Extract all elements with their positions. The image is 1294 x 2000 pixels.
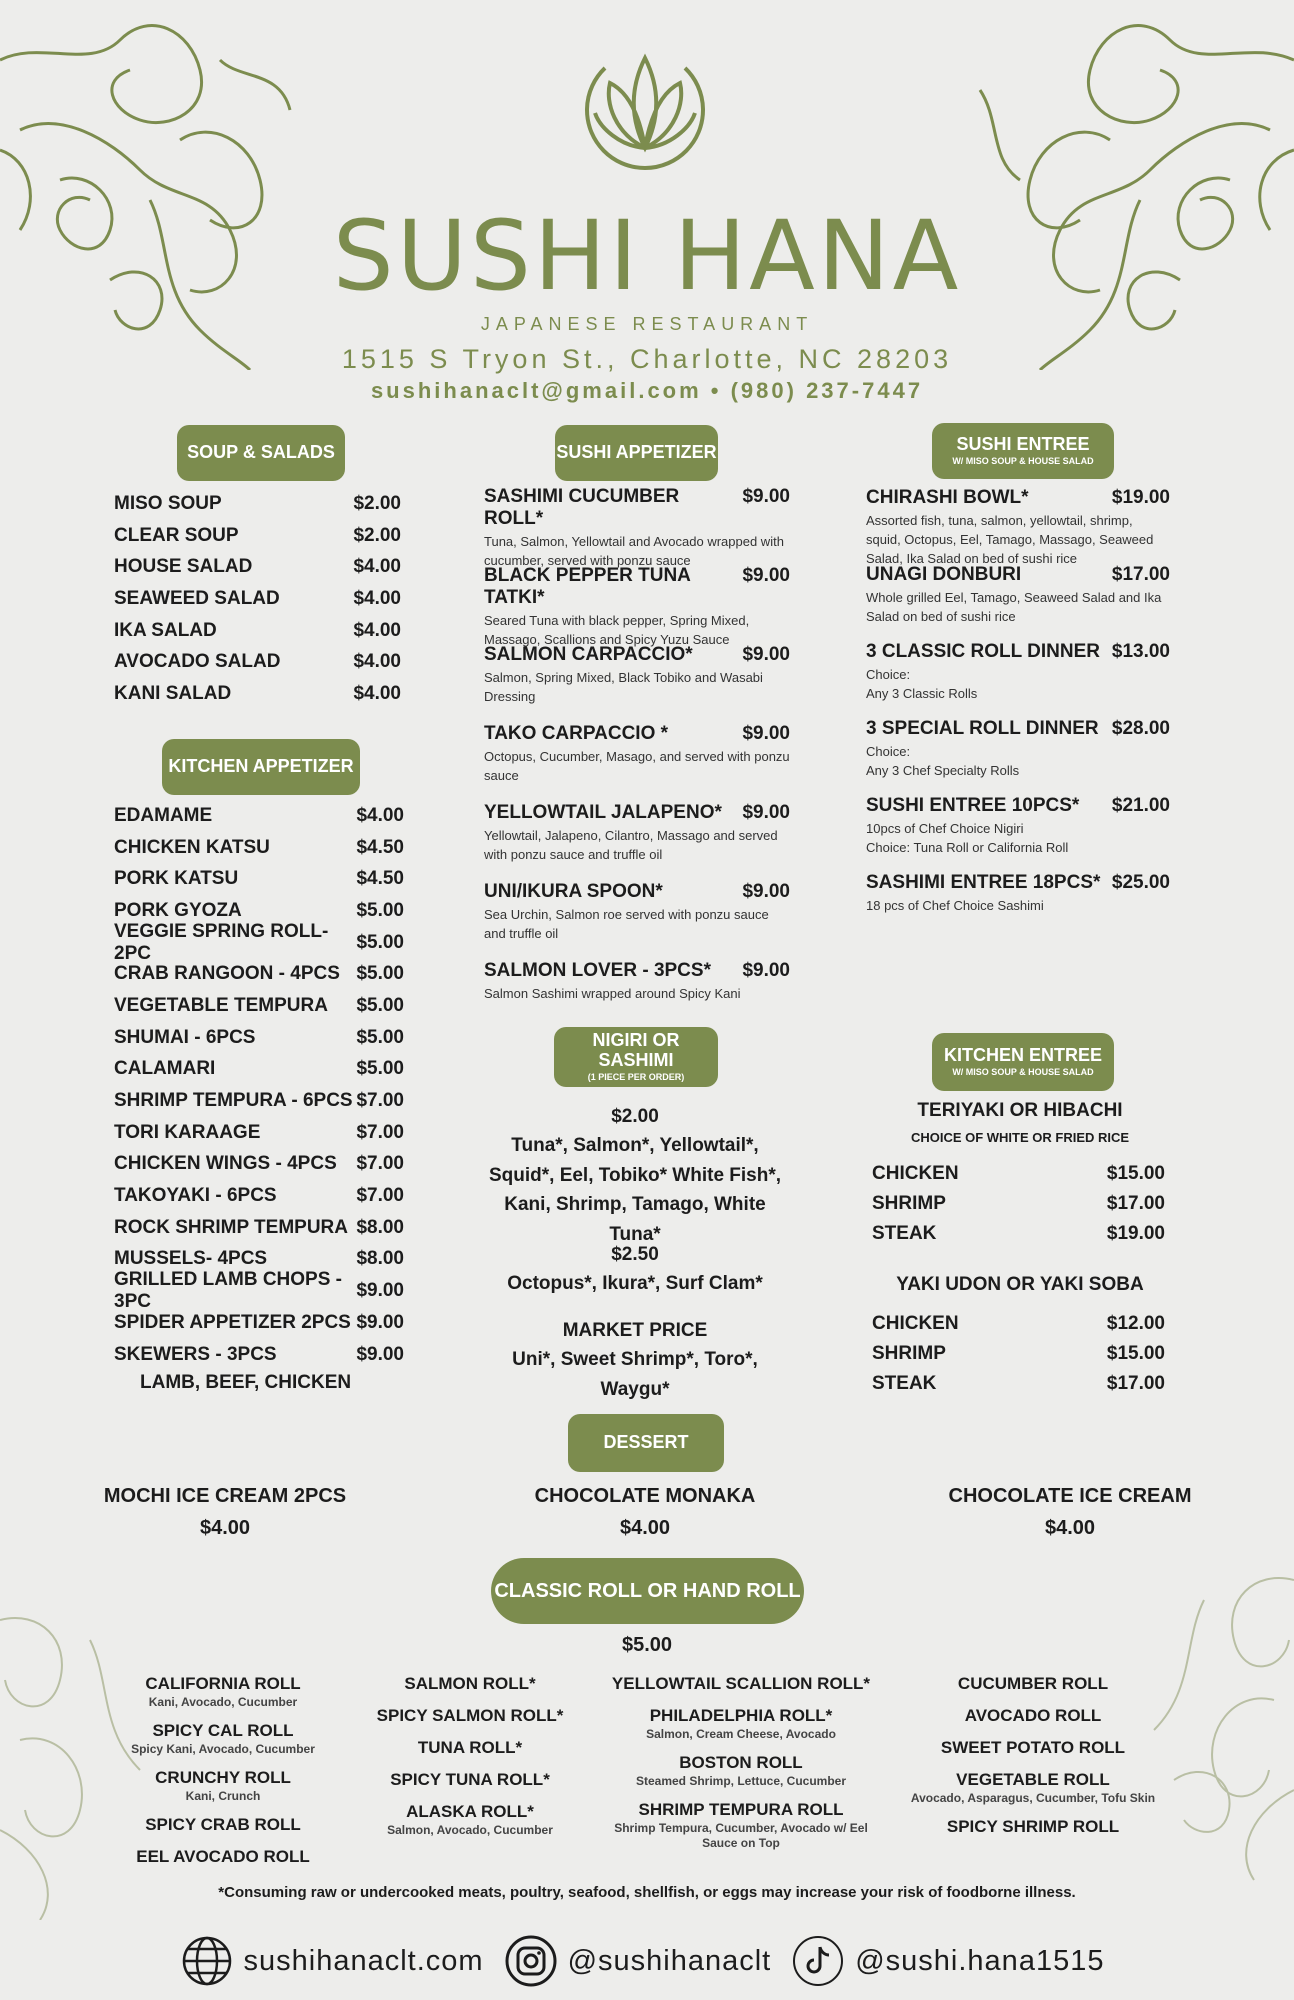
item-price: $21.00: [1111, 795, 1170, 816]
roll-name: SPICY TUNA ROLL*: [390, 1770, 550, 1790]
roll-description: Kani, Crunch: [185, 1789, 261, 1804]
roll-item: [360, 1801, 580, 1838]
roll-name: SWEET POTATO ROLL: [940, 1738, 1126, 1758]
item-name: EDAMAME: [114, 804, 213, 826]
item-price: $4.50: [356, 836, 404, 858]
roll-item: [596, 1705, 886, 1742]
item-price: $8.00: [356, 1216, 404, 1238]
item-name: SHUMAI - 6PCS: [114, 1026, 256, 1048]
nigiri-items: Uni*, Sweet Shrimp*, Toro*, Waygu*: [512, 1349, 758, 1400]
item-price: $28.00: [1111, 718, 1170, 739]
dessert-item-1: [100, 1480, 350, 1544]
roll-name: EEL AVOCADO ROLL: [136, 1847, 310, 1867]
roll-description: Steamed Shrimp, Lettuce, Cucumber: [635, 1774, 847, 1789]
tiktok-icon: [791, 1934, 845, 1988]
roll-item: [893, 1673, 1173, 1695]
dessert-price: $4.00: [619, 1517, 671, 1539]
menu-item: [114, 488, 401, 520]
menu-item: [872, 1219, 1165, 1249]
item-price: $2.00: [353, 524, 401, 546]
item-price: $4.00: [353, 619, 401, 641]
roll-item: [108, 1846, 338, 1868]
menu-item: [114, 1054, 404, 1086]
item-price: $17.00: [1106, 1193, 1165, 1214]
menu-item: [114, 1180, 404, 1212]
section-badge-kitchen-entree: [932, 1033, 1114, 1091]
item-price: $19.00: [1111, 487, 1170, 508]
roll-name: PHILADELPHIA ROLL*: [649, 1706, 833, 1726]
item-price: $4.00: [353, 556, 401, 578]
skewers-note: LAMB, BEEF, CHICKEN: [140, 1372, 352, 1393]
menu-item: [484, 486, 790, 571]
item-description: Whole grilled Eel, Tamago, Seaweed Salad and Ika Salad on bed of sushi rice: [866, 590, 1162, 624]
item-price: $17.00: [1111, 564, 1170, 585]
section-subtitle: W/ MISO SOUP & HOUSE SALAD: [952, 455, 1094, 466]
roll-name: CRUNCHY ROLL: [155, 1768, 291, 1788]
teriyaki-heading: TERIYAKI OR HIBACHI: [917, 1100, 1123, 1121]
item-name: MISO SOUP: [114, 492, 222, 514]
restaurant-address: 1515 S Tryon St., Charlotte, NC 28203: [341, 344, 953, 374]
roll-item: [360, 1673, 580, 1695]
soup-salads-list: [114, 488, 401, 710]
menu-item: [872, 1369, 1165, 1399]
item-name: GRILLED LAMB CHOPS - 3PC: [114, 1269, 342, 1313]
menu-item: [114, 990, 404, 1022]
menu-item: [114, 920, 404, 964]
item-price: $4.00: [353, 587, 401, 609]
website-link[interactable]: sushihanaclt.com: [243, 1944, 484, 1977]
dessert-name: CHOCOLATE MONAKA: [534, 1485, 756, 1507]
item-price: $13.00: [1111, 641, 1170, 662]
menu-item: [114, 1339, 404, 1371]
restaurant-subtitle: JAPANESE RESTAURANT: [480, 314, 814, 334]
item-description: Sea Urchin, Salmon roe served with ponzu sauce and truffle oil: [484, 907, 769, 941]
yaki-heading: YAKI UDON OR YAKI SOBA: [896, 1274, 1144, 1295]
yaki-list: [872, 1309, 1165, 1399]
menu-item: [484, 723, 790, 786]
roll-item: [108, 1767, 338, 1804]
menu-item: [866, 641, 1170, 704]
menu-item: [114, 520, 401, 552]
item-price: $9.00: [356, 1311, 404, 1333]
item-price: $9.00: [742, 486, 790, 507]
roll-item: [893, 1769, 1173, 1806]
section-badge-dessert: [568, 1414, 724, 1472]
item-price: $9.00: [742, 881, 790, 902]
section-title: CLASSIC ROLL OR HAND ROLL: [494, 1580, 801, 1602]
menu-item: [114, 551, 401, 583]
item-name: 3 CLASSIC ROLL DINNER: [866, 641, 1101, 662]
section-title: DESSERT: [603, 1432, 689, 1453]
item-description: Tuna, Salmon, Yellowtail and Avocado wrapped with cucumber, served with ponzu sauce: [484, 534, 784, 568]
section-badge-sushi-appetizer: [555, 425, 718, 481]
social-links: [0, 1934, 1294, 1988]
roll-item: [108, 1814, 338, 1836]
item-name: SALMON LOVER - 3PCS*: [484, 960, 711, 981]
item-name: TAKOYAKI - 6PCS: [114, 1185, 277, 1207]
roll-description: Kani, Avocado, Cucumber: [148, 1695, 298, 1710]
item-price: $5.00: [356, 1026, 404, 1048]
instagram-icon: [504, 1934, 558, 1988]
menu-item: [114, 1307, 404, 1339]
item-price: $15.00: [1106, 1163, 1165, 1184]
teriyaki-note: CHOICE OF WHITE OR FRIED RICE: [910, 1130, 1130, 1145]
menu-item: [114, 958, 404, 990]
menu-item: [872, 1309, 1165, 1339]
roll-item: [360, 1737, 580, 1759]
item-price: $9.00: [742, 565, 790, 586]
item-price: $19.00: [1106, 1223, 1165, 1244]
item-price: $25.00: [1111, 872, 1170, 893]
section-title: NIGIRI OR SASHIMI: [592, 1030, 680, 1071]
item-name: SASHIMI CUCUMBER ROLL*: [484, 486, 680, 529]
item-price: $4.00: [353, 651, 401, 673]
item-name: PORK GYOZA: [114, 899, 242, 921]
item-price: $9.00: [356, 1343, 404, 1365]
menu-item: [866, 718, 1170, 781]
restaurant-contact: sushihanaclt@gmail.com • (980) 237-7447: [370, 378, 924, 403]
item-name: UNAGI DONBURI: [866, 564, 1022, 585]
item-price: $5.00: [356, 931, 404, 953]
item-price: $9.00: [742, 802, 790, 823]
item-name: HOUSE SALAD: [114, 556, 253, 578]
item-name: CRAB RANGOON - 4PCS: [114, 963, 340, 985]
item-price: $12.00: [1106, 1313, 1165, 1334]
item-name: CALAMARI: [114, 1058, 216, 1080]
roll-description: Salmon, Avocado, Cucumber: [387, 1823, 553, 1838]
item-name: SPIDER APPETIZER 2PCS: [114, 1311, 351, 1333]
item-price: $9.00: [742, 644, 790, 665]
menu-item: [484, 565, 790, 650]
menu-item: [484, 644, 790, 707]
item-price: $7.00: [356, 1153, 404, 1175]
item-name: ROCK SHRIMP TEMPURA: [114, 1216, 348, 1238]
item-name: BLACK PEPPER TUNA TATKI*: [484, 565, 691, 608]
section-title: SOUP & SALADS: [187, 442, 335, 463]
menu-item: [114, 1269, 404, 1313]
roll-name: SPICY CRAB ROLL: [145, 1815, 301, 1835]
roll-item: [360, 1705, 580, 1727]
item-price: $2.00: [353, 492, 401, 514]
item-name: VEGGIE SPRING ROLL-2PC: [114, 920, 329, 964]
item-name: SHRIMP TEMPURA - 6PCS: [114, 1090, 353, 1112]
section-subtitle: W/ MISO SOUP & HOUSE SALAD: [952, 1066, 1094, 1077]
roll-item: [360, 1769, 580, 1791]
item-name: IKA SALAD: [114, 619, 217, 641]
nigiri-items: Tuna*, Salmon*, Yellowtail*, Squid*, Eel, Tobiko* White Fish*, Kani, Shrimp, Tamago, White Tuna*: [488, 1135, 782, 1245]
menu-item: [114, 1212, 404, 1244]
roll-name: SHRIMP TEMPURA ROLL: [638, 1800, 844, 1820]
section-badge-sushi-entree: [932, 423, 1114, 479]
section-title: SUSHI APPETIZER: [556, 442, 717, 463]
item-name: YELLOWTAIL JALAPENO*: [484, 802, 722, 823]
rolls-column-2: [360, 1673, 580, 1848]
globe-icon: [180, 1934, 234, 1988]
roll-name: AVOCADO ROLL: [964, 1706, 1102, 1726]
item-price: $5.00: [356, 963, 404, 985]
rolls-column-1: [108, 1673, 338, 1878]
section-badge-kitchen-appetizer: [162, 739, 360, 795]
menu-item: [872, 1159, 1165, 1189]
menu-item: [484, 802, 790, 865]
item-name: SEAWEED SALAD: [114, 587, 280, 609]
item-description: Salmon Sashimi wrapped around Spicy Kani: [484, 986, 741, 1001]
roll-description: Shrimp Tempura, Cucumber, Avocado w/ Eel Sauce on Top: [614, 1821, 868, 1851]
menu-item: [114, 1149, 404, 1181]
item-price: $9.00: [742, 723, 790, 744]
item-name: STEAK: [872, 1223, 937, 1244]
item-price: $4.50: [356, 868, 404, 890]
item-price: $5.00: [356, 1058, 404, 1080]
item-name: STEAK: [872, 1373, 937, 1394]
item-price: $9.00: [356, 1280, 404, 1302]
item-price: $7.00: [356, 1185, 404, 1207]
item-name: SHRIMP: [872, 1343, 946, 1364]
item-price: $17.00: [1106, 1373, 1165, 1394]
item-price: $7.00: [356, 1121, 404, 1143]
item-description: 18 pcs of Chef Choice Sashimi: [866, 898, 1044, 913]
item-description: Salmon, Spring Mixed, Black Tobiko and Wasabi Dressing: [484, 670, 763, 704]
roll-name: TUNA ROLL*: [417, 1738, 523, 1758]
menu-item: [866, 487, 1170, 569]
menu-item: [114, 1117, 404, 1149]
nigiri-group-2: [480, 1240, 790, 1299]
menu-item: [866, 564, 1170, 627]
nigiri-items: Octopus*, Ikura*, Surf Clam*: [507, 1273, 763, 1295]
instagram-handle[interactable]: @sushihanaclt: [567, 1944, 772, 1977]
menu-item: [114, 832, 404, 864]
menu-item: [872, 1189, 1165, 1219]
item-name: UNI/IKURA SPOON*: [484, 881, 663, 902]
item-price: $15.00: [1106, 1343, 1165, 1364]
item-name: KANI SALAD: [114, 682, 232, 704]
dessert-name: CHOCOLATE ICE CREAM: [948, 1485, 1192, 1507]
roll-name: CALIFORNIA ROLL: [145, 1674, 301, 1693]
item-name: PORK KATSU: [114, 868, 239, 890]
dessert-price: $4.00: [1044, 1517, 1096, 1539]
menu-item: [114, 583, 401, 615]
roll-description: Spicy Kani, Avocado, Cucumber: [131, 1742, 315, 1757]
menu-item: [872, 1339, 1165, 1369]
item-price: $8.00: [356, 1248, 404, 1270]
menu-item: [114, 646, 401, 678]
roll-name: BOSTON ROLL: [679, 1753, 803, 1773]
roll-item: [596, 1673, 886, 1695]
kitchen-appetizer-list: [114, 800, 404, 1370]
item-description: Assorted fish, tuna, salmon, yellowtail, shrimp, squid, Octopus, Eel, Tamago, Massago, Seaweed Salad, Ika Salad on bed of sushi rice: [866, 513, 1154, 566]
menu-item: [866, 872, 1170, 916]
nigiri-group-3: [500, 1316, 770, 1404]
roll-item: [596, 1799, 886, 1851]
roll-name: VEGETABLE ROLL: [956, 1770, 1110, 1790]
dessert-item-2: [520, 1480, 770, 1544]
roll-name: SPICY CAL ROLL: [152, 1721, 294, 1741]
menu-header: [0, 0, 1294, 410]
item-description: Choice: Any 3 Chef Specialty Rolls: [866, 744, 1020, 778]
item-name: MUSSELS- 4PCS: [114, 1248, 268, 1270]
item-price: $5.00: [356, 899, 404, 921]
item-description: Yellowtail, Jalapeno, Cilantro, Massago and served with ponzu sauce and truffle oil: [484, 828, 778, 862]
item-name: CHICKEN WINGS - 4PCS: [114, 1153, 337, 1175]
roll-name: SPICY SHRIMP ROLL: [946, 1817, 1120, 1837]
item-price: $4.00: [353, 682, 401, 704]
roll-description: Avocado, Asparagus, Cucumber, Tofu Skin: [910, 1791, 1156, 1806]
item-name: VEGETABLE TEMPURA: [114, 994, 328, 1016]
section-title: KITCHEN APPETIZER: [168, 756, 354, 777]
roll-item: [596, 1752, 886, 1789]
section-subtitle: (1 PIECE PER ORDER): [587, 1071, 685, 1082]
item-description: Seared Tuna with black pepper, Spring Mixed, Massago, Scallions and Spicy Yuzu Sauce: [484, 613, 750, 647]
item-price: $7.00: [356, 1090, 404, 1112]
teriyaki-list: [872, 1159, 1165, 1249]
menu-item: [484, 960, 790, 1004]
menu-item: [114, 1022, 404, 1054]
item-name: SKEWERS - 3PCS: [114, 1343, 277, 1365]
restaurant-name: SUSHI HANA: [332, 200, 962, 312]
rolls-column-4: [893, 1673, 1173, 1848]
dessert-price: $4.00: [199, 1517, 251, 1539]
menu-item: [114, 678, 401, 710]
food-safety-disclaimer: *Consuming raw or undercooked meats, poultry, seafood, shellfish, or eggs may increase your risk of foodborne illness.: [218, 1884, 1076, 1901]
dessert-name: MOCHI ICE CREAM 2PCS: [103, 1485, 347, 1507]
section-badge-classic-rolls: [491, 1558, 804, 1624]
rolls-column-3: [596, 1673, 886, 1861]
section-badge-nigiri: [554, 1027, 718, 1087]
item-name: SALMON CARPACCIO*: [484, 644, 693, 665]
nigiri-group-1: [480, 1102, 790, 1249]
menu-item: [114, 800, 404, 832]
item-price: $4.00: [356, 804, 404, 826]
roll-name: ALASKA ROLL*: [406, 1802, 534, 1822]
item-description: 10pcs of Chef Choice Nigiri Choice: Tuna Roll or California Roll: [866, 821, 1069, 855]
roll-item: [108, 1720, 338, 1757]
item-name: AVOCADO SALAD: [114, 651, 281, 673]
roll-description: Salmon, Cream Cheese, Avocado: [646, 1727, 836, 1742]
item-description: Choice: Any 3 Classic Rolls: [866, 667, 978, 701]
nigiri-price: $2.00: [611, 1106, 659, 1127]
section-title: KITCHEN ENTREE: [943, 1045, 1102, 1066]
item-name: CHICKEN: [872, 1163, 959, 1184]
item-name: CHIRASHI BOWL*: [866, 487, 1029, 508]
menu-item: [866, 795, 1170, 858]
item-name: 3 SPECIAL ROLL DINNER: [866, 718, 1099, 739]
roll-item: [108, 1673, 338, 1710]
roll-name: YELLOWTAIL SCALLION ROLL*: [611, 1674, 871, 1693]
roll-name: CUCUMBER ROLL: [957, 1674, 1109, 1693]
item-name: TAKO CARPACCIO *: [484, 723, 669, 744]
item-price: $9.00: [742, 960, 790, 981]
item-name: CHICKEN: [872, 1313, 959, 1334]
menu-item: [484, 881, 790, 944]
menu-item: [114, 615, 401, 647]
nigiri-price: MARKET PRICE: [562, 1320, 708, 1341]
item-name: CLEAR SOUP: [114, 524, 239, 546]
menu-item: [114, 863, 404, 895]
roll-item: [893, 1737, 1173, 1759]
item-name: TORI KARAAGE: [114, 1121, 261, 1143]
item-name: SHRIMP: [872, 1193, 946, 1214]
item-name: SUSHI ENTREE 10PCS*: [866, 795, 1080, 816]
roll-name: SPICY SALMON ROLL*: [376, 1706, 564, 1726]
item-name: SASHIMI ENTREE 18PCS*: [866, 872, 1101, 893]
tiktok-handle[interactable]: @sushi.hana1515: [855, 1944, 1105, 1977]
item-price: $5.00: [356, 994, 404, 1016]
rolls-price: $5.00: [621, 1634, 673, 1656]
nigiri-price: $2.50: [611, 1244, 659, 1265]
roll-name: SALMON ROLL*: [404, 1674, 536, 1693]
item-name: CHICKEN KATSU: [114, 836, 270, 858]
dessert-item-3: [940, 1480, 1200, 1544]
section-title: SUSHI ENTREE: [956, 434, 1090, 455]
roll-item: [893, 1705, 1173, 1727]
menu-item: [114, 1085, 404, 1117]
item-description: Octopus, Cucumber, Masago, and served with ponzu sauce: [484, 749, 790, 783]
lotus-logo-icon: [575, 38, 715, 178]
section-badge-soup-salads: [177, 425, 345, 481]
roll-item: [893, 1816, 1173, 1838]
